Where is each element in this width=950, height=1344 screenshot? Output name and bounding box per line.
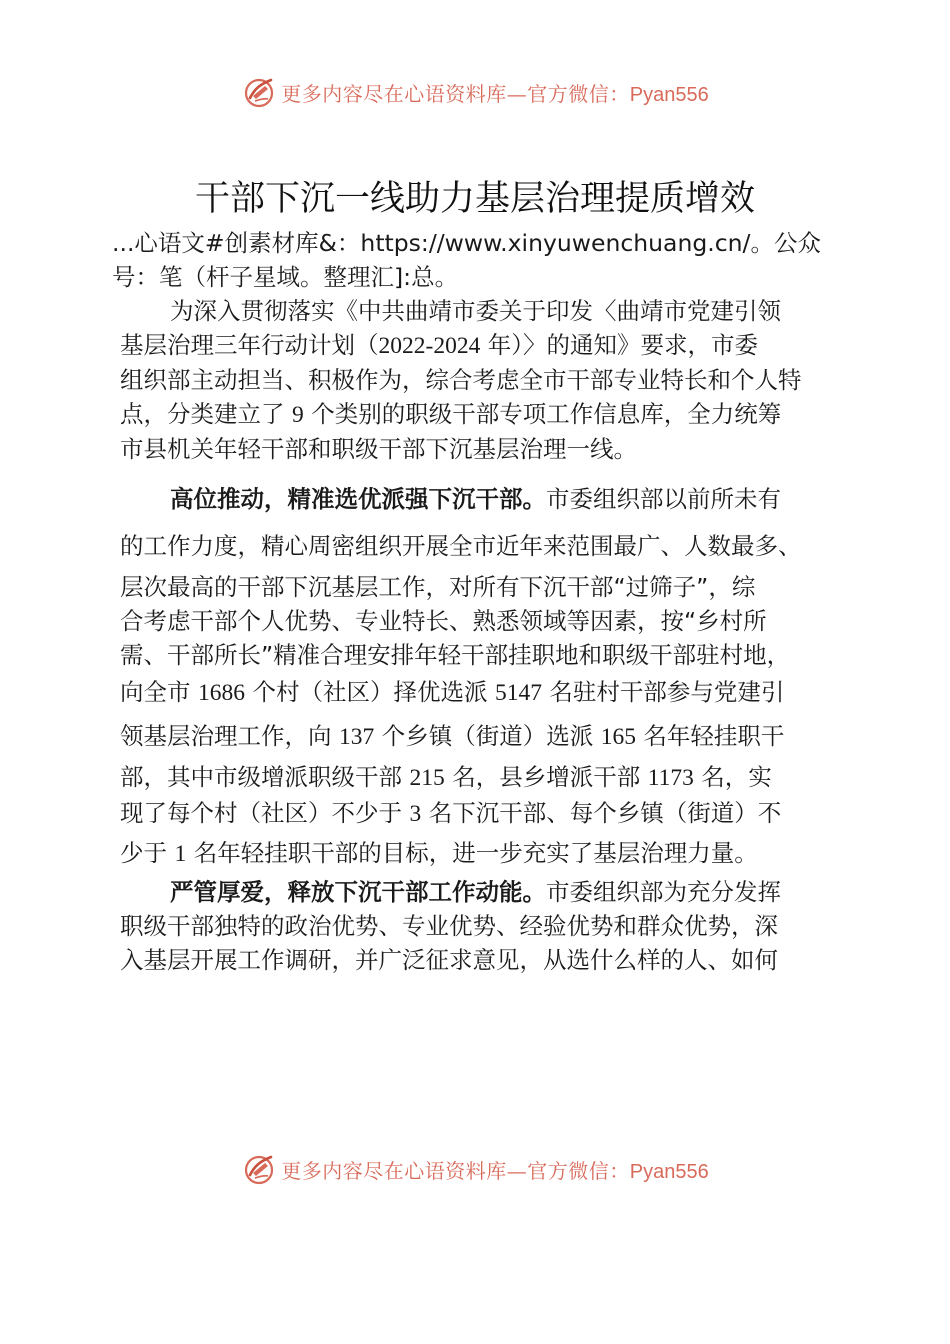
text-run: 向全市 <box>120 678 198 706</box>
text-run: 名年轻挂职干部的目标，进一步充实了基层治理力量。 <box>186 839 758 867</box>
text-run: 个乡镇（街道）选派 <box>374 722 601 750</box>
paragraph-1-line <box>120 294 840 328</box>
paragraph-2-line: 层次最高的干部下沉基层工作，对所有下沉干部“过筛子”，综 <box>120 573 756 601</box>
watermark-label: 更多内容尽在心语资料库—官方微信： <box>281 1158 630 1183</box>
text-run: 部，其中市级增派职级干部 <box>120 763 410 791</box>
paragraph-3-heading: 严管厚爱，释放下沉干部工作动能。 <box>170 878 546 906</box>
text-run: 市委组织部为充分发挥 <box>546 878 781 906</box>
pen-signature-icon <box>241 1151 277 1187</box>
number-run: 1686 <box>197 680 245 706</box>
paragraph-2-line: 的工作力度，精心周密组织开展全市近年来范围最广、人数最多、 <box>120 532 802 560</box>
text-run: 基层治理三年行动计划（ <box>120 331 379 359</box>
text-run: 为深入贯彻落实《中共曲靖市委关于印发〈曲靖市党建引领 <box>170 297 781 325</box>
number-run: 165 <box>600 724 636 750</box>
paragraph-2 <box>120 476 840 875</box>
paragraph-1-line <box>120 397 840 432</box>
paragraph-1-line <box>120 328 840 363</box>
paragraph-3 <box>120 875 840 977</box>
paragraph-2-line <box>120 795 840 832</box>
text-run: 现了每个村（社区）不少于 <box>120 799 410 827</box>
paragraph-3-line: 入基层开展工作调研，并广泛征求意见，从选什么样的人、如何 <box>120 946 778 974</box>
text-run: 名，县乡增派干部 <box>444 763 648 791</box>
watermark-text <box>281 1155 708 1184</box>
text-run: 名，实 <box>693 763 772 791</box>
paragraph-1-line: 组织部主动担当、积极作为，综合考虑全市干部专业特长和个人特 <box>120 366 802 394</box>
number-run: 3 <box>409 801 422 827</box>
header-watermark <box>0 70 950 114</box>
footer-watermark <box>0 1147 950 1191</box>
paragraph-2-line <box>120 760 840 795</box>
paragraph-2-line <box>120 476 840 522</box>
text-run: 少于 <box>120 839 175 867</box>
text-run: 市委组织部以前所未有 <box>546 485 781 513</box>
text-run: 个村（社区）择优选派 <box>244 678 495 706</box>
number-run: 137 <box>338 724 375 750</box>
number-run: 2022-2024 <box>378 333 481 359</box>
page-title: 干部下沉一线助力基层治理提质增效 <box>194 179 755 219</box>
paragraph-3-line: 职级干部独特的政治优势、专业优势、经验优势和群众优势，深 <box>120 912 778 940</box>
paragraph-3-line <box>120 875 840 909</box>
text-run: 名驻村干部参与党建引 <box>541 678 785 706</box>
watermark-wechat-id: Pyan556 <box>629 83 709 106</box>
paragraph-1 <box>120 294 840 466</box>
paragraph-2-line <box>120 832 840 875</box>
number-run: 215 <box>409 765 445 791</box>
paragraph-2-line: 合考虑干部个人优势、专业特长、熟悉领域等因素，按“乡村所 <box>120 607 767 635</box>
text-run: 领基层治理工作，向 <box>120 722 339 750</box>
text-run: 名下沉干部、每个乡镇（街道）不 <box>421 799 782 827</box>
number-run: 9 <box>291 402 304 428</box>
paragraph-2-line: 需、干部所长”精准合理安排年轻干部挂职地和职级干部驻村地， <box>120 641 791 669</box>
source-line-1: ...心语文#创素材库&：https://www.xinyuwenchuang.cn/。公众 <box>112 229 821 257</box>
number-run: 1173 <box>647 765 694 791</box>
paragraph-2-line <box>120 713 840 760</box>
document-body <box>112 226 840 977</box>
text-run: 名年轻挂职干 <box>635 722 785 750</box>
number-run: 1 <box>174 841 187 867</box>
number-run: 5147 <box>494 680 542 706</box>
source-line-2: 号：笔（杆子星域。整理汇]:总。 <box>112 263 459 291</box>
pen-signature-icon <box>241 74 277 110</box>
watermark-wechat-id: Pyan556 <box>629 1160 709 1183</box>
text-run: 点，分类建立了 <box>120 400 292 428</box>
text-run: 年）〉的通知》要求，市委 <box>480 331 759 359</box>
watermark-label: 更多内容尽在心语资料库—官方微信： <box>281 81 630 106</box>
paragraph-2-line <box>120 672 840 713</box>
watermark-text <box>281 78 708 107</box>
paragraph-1-line: 市县机关年轻干部和职级干部下沉基层治理一线。 <box>120 435 637 463</box>
source-note <box>112 226 840 294</box>
paragraph-2-heading: 高位推动，精准选优派强下沉干部。 <box>170 485 546 513</box>
text-run: 个类别的职级干部专项工作信息库，全力统筹 <box>303 400 782 428</box>
